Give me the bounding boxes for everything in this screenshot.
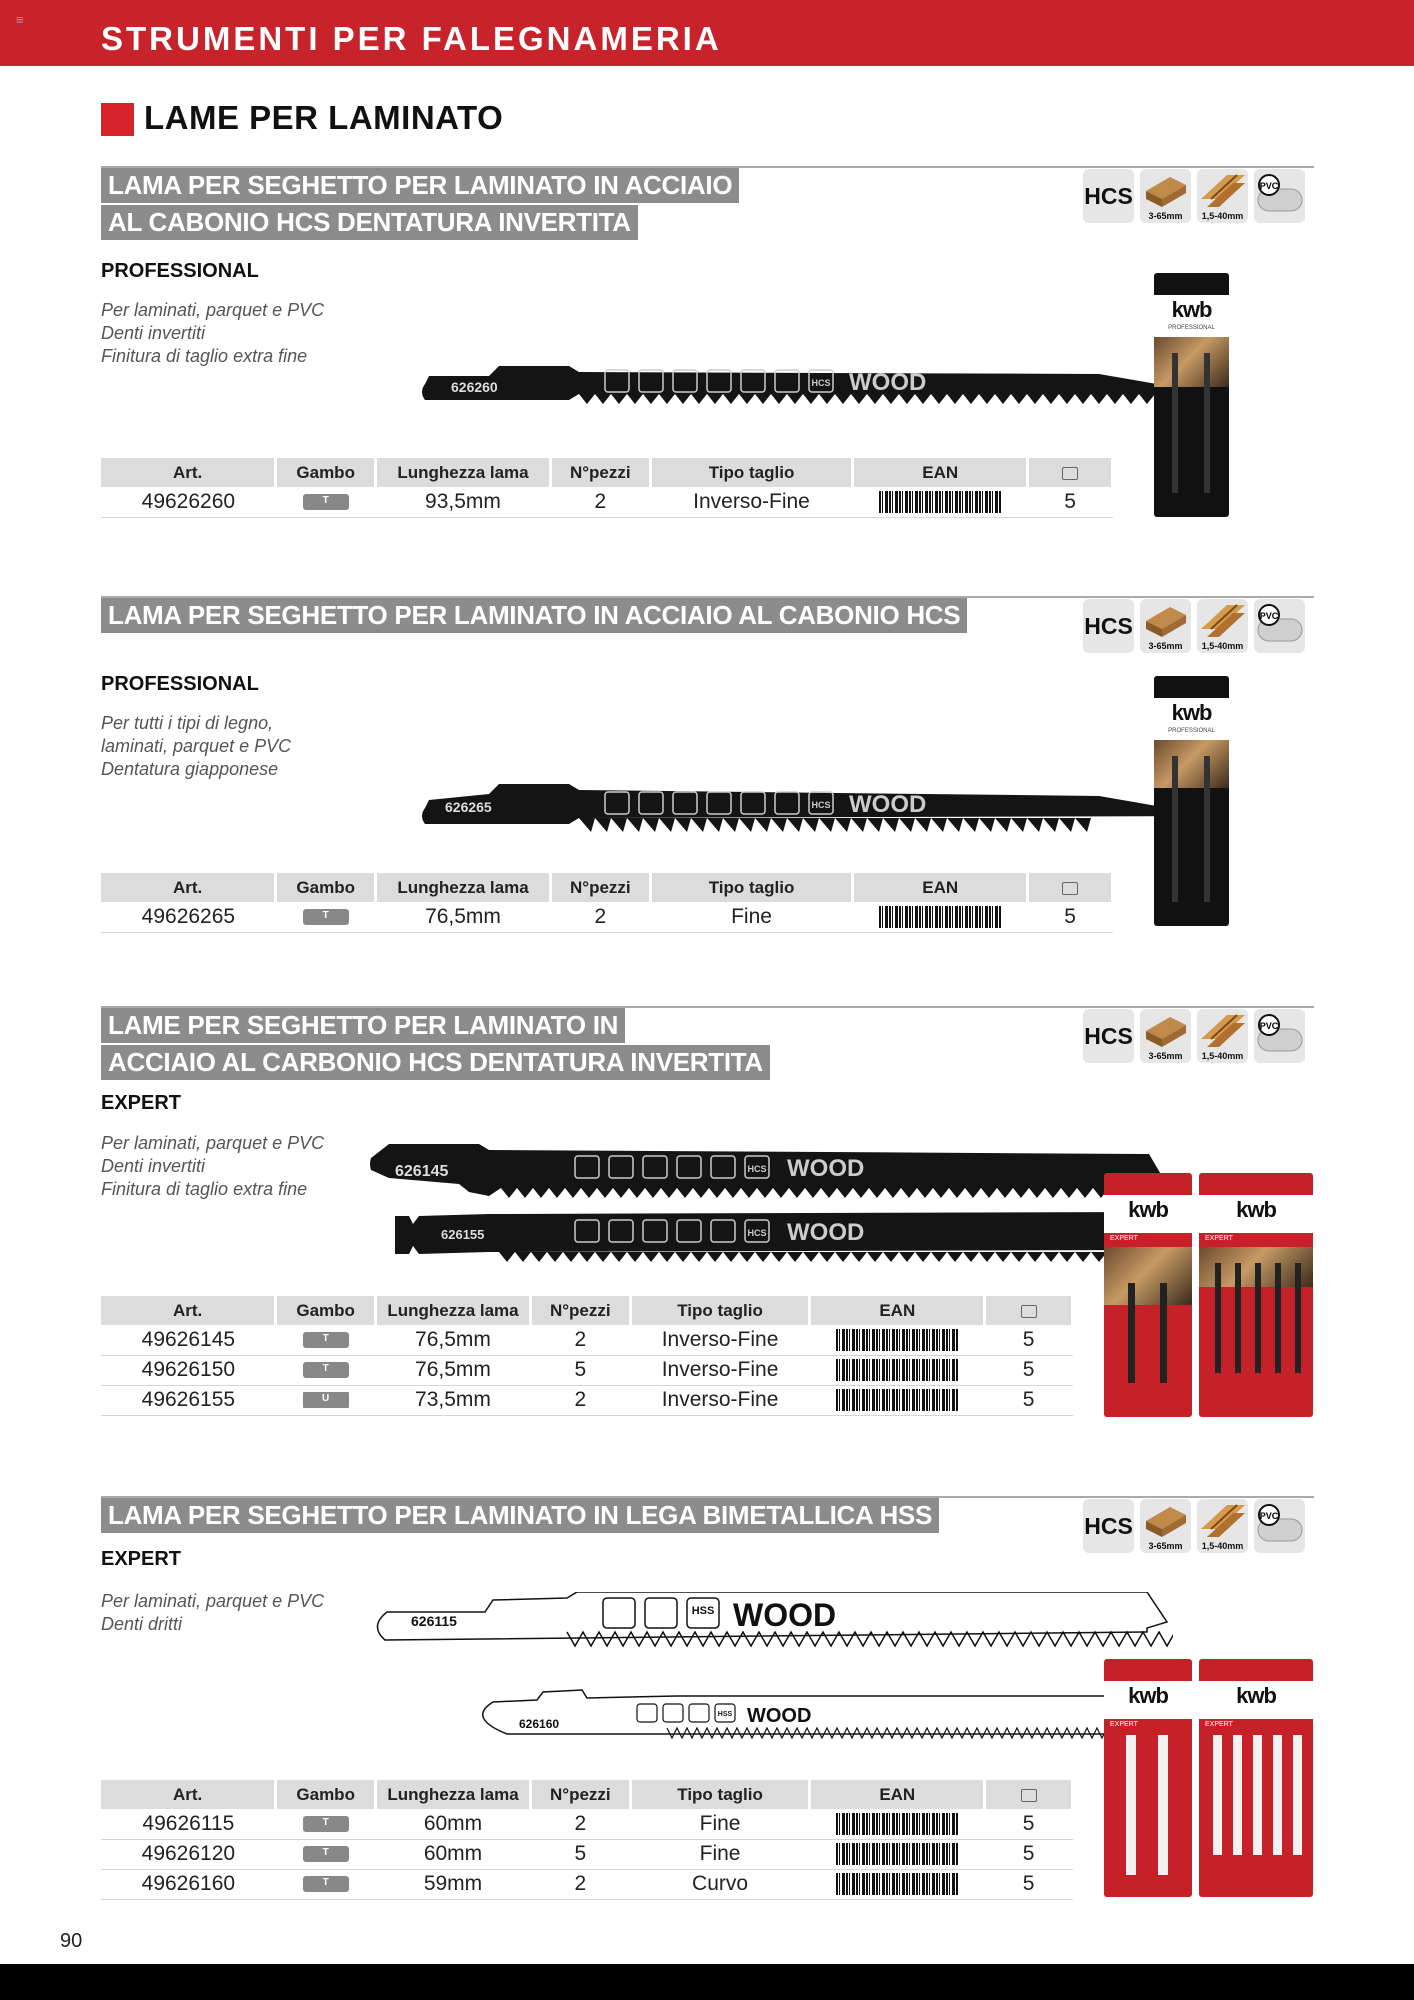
spec-icons — [1083, 599, 1305, 653]
wood-board-icon: 3-65mm — [1140, 599, 1191, 653]
laminate-icon: 1,5-40mm — [1197, 1499, 1248, 1553]
table-row: 49626145 T 76,5mm 2 Inverso-Fine 5 — [101, 1325, 1073, 1355]
table-header-row: Art. Gambo Lunghezza lama N°pezzi Tipo taglio EAN — [101, 1296, 1073, 1325]
package-image: kwb EXPERT — [1104, 1173, 1192, 1417]
svg-text:PVC: PVC — [1259, 1511, 1279, 1521]
svg-text:626260: 626260 — [451, 379, 498, 395]
section-title: LAME PER LAMINATO — [144, 99, 504, 136]
table-row: 49626260 T 93,5mm 2 Inverso-Fine 5 — [101, 487, 1113, 517]
product-title: LAMA PER SEGHETTO PER LAMINATO IN ACCIAIO AL CABONIO HCS — [101, 596, 967, 633]
ean-barcode — [836, 1873, 958, 1895]
footer-bar — [0, 1964, 1414, 2000]
svg-text:626115: 626115 — [411, 1613, 457, 1629]
product-description: Per laminati, parquet e PVC Denti invertiti Finitura di taglio extra fine — [101, 300, 325, 366]
header-bar — [0, 0, 1414, 66]
hcs-icon: HCS — [1083, 599, 1134, 653]
package-image: kwb PROFESSIONAL — [1154, 273, 1229, 517]
hcs-icon: HCS — [1083, 169, 1134, 223]
ean-barcode — [879, 491, 1001, 513]
product-grade: EXPERT — [101, 1092, 182, 1114]
pvc-pipe-icon — [1254, 599, 1305, 653]
table-header-row: Art. Gambo Lunghezza lama N°pezzi Tipo taglio EAN — [101, 458, 1113, 487]
svg-text:HCS: HCS — [747, 1164, 767, 1174]
t-shank-icon: T — [303, 1816, 349, 1832]
svg-text:WOOD: WOOD — [787, 1219, 865, 1246]
pvc-pipe-icon — [1254, 1009, 1305, 1063]
t-shank-icon: T — [303, 1362, 349, 1378]
ean-barcode — [836, 1813, 958, 1835]
svg-text:WOOD: WOOD — [787, 1155, 865, 1182]
spec-icons — [1083, 1499, 1305, 1553]
hcs-icon: HCS — [1083, 1499, 1134, 1553]
table-header-row: Art. Gambo Lunghezza lama N°pezzi Tipo taglio EAN — [101, 873, 1113, 902]
ean-barcode — [836, 1359, 958, 1381]
product-title: LAME PER SEGHETTO PER LAMINATO IN ACCIAIO AL CARBONIO HCS DENTATURA INVERTITA — [101, 1006, 770, 1080]
u-shank-icon: U — [303, 1392, 349, 1408]
spec-table — [101, 1296, 1074, 1416]
package-icon — [1021, 1305, 1037, 1318]
spec-table — [101, 873, 1114, 933]
product-block-4 — [101, 1496, 1314, 1916]
spec-table — [101, 458, 1114, 518]
product-block-3 — [101, 1006, 1314, 1446]
table-row: 49626155 U 73,5mm 2 Inverso-Fine 5 — [101, 1385, 1073, 1415]
page-header-title: STRUMENTI PER FALEGNAMERIA — [101, 20, 722, 57]
svg-text:PVC: PVC — [1259, 611, 1279, 621]
table-row: 49626160 T 59mm 2 Curvo 5 — [101, 1869, 1073, 1899]
t-shank-icon: T — [303, 909, 349, 925]
blade-image — [419, 364, 1219, 414]
svg-text:PVC: PVC — [1259, 1021, 1279, 1031]
product-grade: PROFESSIONAL — [101, 673, 259, 695]
t-shank-icon: T — [303, 1876, 349, 1892]
t-shank-icon: T — [303, 1332, 349, 1348]
svg-text:626155: 626155 — [441, 1227, 485, 1242]
product-block-1 — [101, 166, 1314, 536]
pvc-pipe-icon — [1254, 169, 1305, 223]
spec-icons — [1083, 1009, 1305, 1063]
page-number: 90 — [60, 1930, 83, 1952]
laminate-icon: 1,5-40mm — [1197, 169, 1248, 223]
menu-icon[interactable]: ≡ — [16, 12, 24, 27]
blade-image-pair — [367, 1592, 1173, 1802]
svg-text:HSS: HSS — [691, 1605, 715, 1617]
spec-table — [101, 1780, 1074, 1900]
svg-text:PVC: PVC — [1259, 181, 1279, 191]
table-row: 49626120 T 60mm 5 Fine 5 — [101, 1839, 1073, 1869]
wood-board-icon: 3-65mm — [1140, 1009, 1191, 1063]
package-icon — [1021, 1789, 1037, 1802]
t-shank-icon: T — [303, 494, 349, 510]
blade-image — [419, 782, 1219, 842]
package-image: kwb PROFESSIONAL — [1154, 676, 1229, 926]
wood-board-icon: 3-65mm — [1140, 1499, 1191, 1553]
svg-text:HCS: HCS — [811, 800, 831, 810]
ean-barcode — [836, 1389, 958, 1411]
table-row: 49626150 T 76,5mm 5 Inverso-Fine 5 — [101, 1355, 1073, 1385]
svg-text:HCS: HCS — [811, 378, 831, 388]
package-image: kwb EXPERT — [1199, 1659, 1313, 1897]
ean-barcode — [836, 1329, 958, 1351]
spec-icons — [1083, 169, 1305, 223]
product-description: Per laminati, parquet e PVC Denti invertiti Finitura di taglio extra fine — [101, 1133, 325, 1199]
product-description: Per laminati, parquet e PVC Denti dritti — [101, 1591, 325, 1634]
table-header-row: Art. Gambo Lunghezza lama N°pezzi Tipo taglio EAN — [101, 1780, 1073, 1809]
ean-barcode — [879, 906, 1001, 928]
section-marker — [101, 103, 134, 136]
svg-text:WOOD: WOOD — [849, 369, 927, 396]
product-description: Per tutti i tipi di legno, laminati, parquet e PVC Dentatura giapponese — [101, 713, 292, 779]
pvc-pipe-icon — [1254, 1499, 1305, 1553]
table-row: 49626265 T 76,5mm 2 Fine 5 — [101, 902, 1113, 932]
hcs-icon: HCS — [1083, 1009, 1134, 1063]
laminate-icon: 1,5-40mm — [1197, 599, 1248, 653]
product-block-2 — [101, 596, 1314, 956]
table-row: 49626115 T 60mm 2 Fine 5 — [101, 1809, 1073, 1839]
product-title: LAMA PER SEGHETTO PER LAMINATO IN ACCIAIO AL CABONIO HCS DENTATURA INVERTITA — [101, 166, 739, 240]
svg-text:WOOD: WOOD — [733, 1597, 837, 1633]
t-shank-icon: T — [303, 1846, 349, 1862]
product-grade: PROFESSIONAL — [101, 260, 259, 282]
svg-text:626160: 626160 — [519, 1717, 560, 1731]
laminate-icon: 1,5-40mm — [1197, 1009, 1248, 1063]
package-image: kwb EXPERT — [1104, 1659, 1192, 1897]
svg-text:WOOD: WOOD — [849, 791, 927, 818]
svg-text:626145: 626145 — [395, 1163, 449, 1180]
svg-text:626265: 626265 — [445, 799, 492, 815]
svg-text:WOOD: WOOD — [747, 1705, 812, 1727]
package-icon — [1062, 882, 1078, 895]
package-image: kwb EXPERT — [1199, 1173, 1313, 1417]
product-grade: EXPERT — [101, 1548, 182, 1570]
wood-board-icon: 3-65mm — [1140, 169, 1191, 223]
svg-text:HSS: HSS — [717, 1711, 733, 1718]
svg-text:HCS: HCS — [747, 1228, 767, 1238]
blade-image-pair — [369, 1144, 1169, 1274]
ean-barcode — [836, 1843, 958, 1865]
product-title: LAMA PER SEGHETTO PER LAMINATO IN LEGA BIMETALLICA HSS — [101, 1496, 939, 1533]
package-icon — [1062, 467, 1078, 480]
